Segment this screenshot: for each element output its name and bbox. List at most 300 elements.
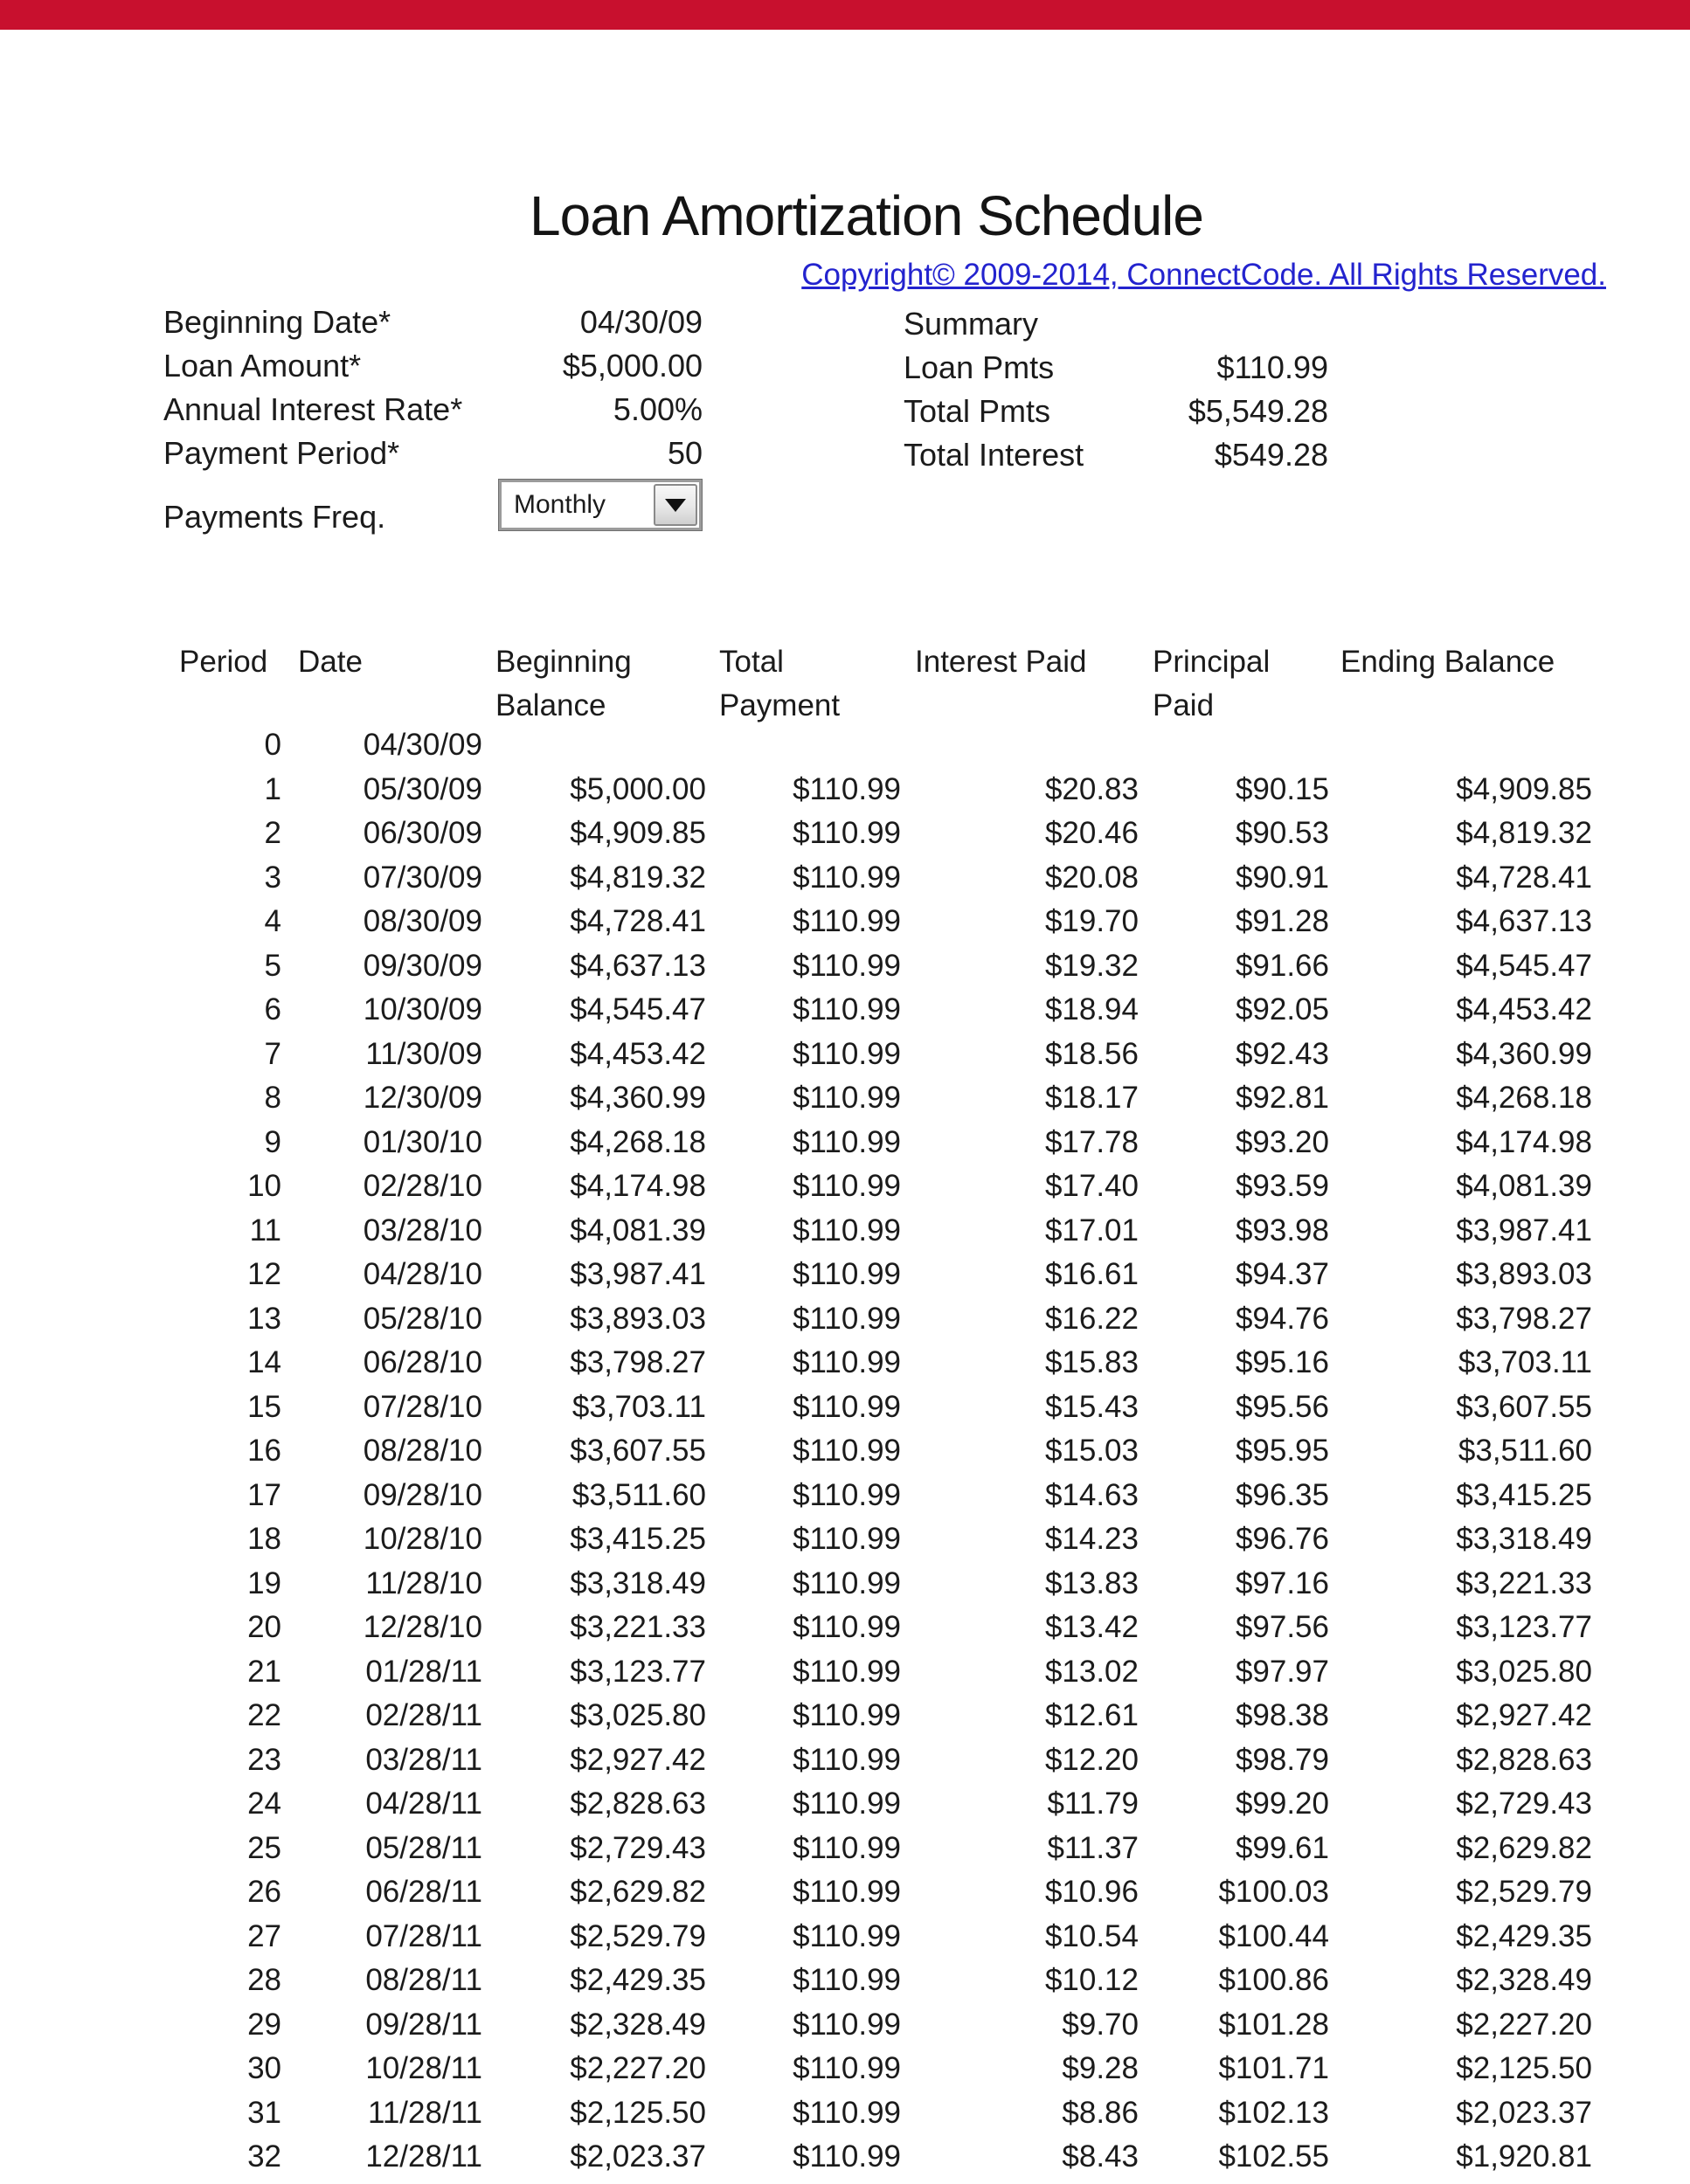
cell-principal_paid: $96.76	[1235, 1522, 1329, 1556]
cell-ending_balance: $2,227.20	[1456, 2007, 1592, 2042]
cell-beginning_balance: $4,545.47	[570, 992, 706, 1026]
cell-ending_balance: $3,798.27	[1456, 1301, 1592, 1336]
cell-principal_paid: $100.03	[1218, 1875, 1329, 1909]
cell-date: 09/28/11	[365, 2007, 482, 2042]
cell-period: 16	[247, 1434, 281, 1468]
cell-ending_balance: $3,415.25	[1456, 1477, 1592, 1512]
cell-date: 11/28/10	[365, 1565, 482, 1600]
cell-ending_balance: $2,828.63	[1456, 1742, 1592, 1777]
cell-beginning_balance: $3,798.27	[570, 1345, 706, 1379]
cell-period: 4	[264, 904, 281, 938]
table-row	[0, 1782, 1690, 1827]
cell-ending_balance: $4,545.47	[1456, 948, 1592, 983]
cell-principal_paid: $100.44	[1218, 1918, 1329, 1953]
cell-principal_paid: $90.91	[1235, 860, 1329, 895]
table-row	[0, 1870, 1690, 1915]
table-row	[0, 900, 1690, 944]
cell-interest_paid: $15.43	[1044, 1389, 1139, 1424]
cell-period: 11	[249, 1213, 281, 1248]
cell-period: 10	[247, 1169, 281, 1203]
cell-period: 22	[247, 1698, 281, 1732]
column-header-interest_paid: Interest Paid	[915, 645, 1087, 679]
cell-ending_balance: $2,927.42	[1456, 1698, 1592, 1732]
table-row	[0, 2091, 1690, 2136]
cell-date: 11/28/11	[367, 2095, 482, 2130]
cell-principal_paid: $100.86	[1218, 1963, 1329, 1997]
cell-period: 29	[247, 2007, 281, 2042]
cell-ending_balance: $3,893.03	[1456, 1257, 1592, 1291]
column-header-date: Date	[298, 645, 363, 679]
cell-beginning_balance: $2,529.79	[570, 1918, 706, 1953]
cell-period: 19	[247, 1565, 281, 1600]
cell-beginning_balance: $3,607.55	[570, 1434, 706, 1468]
cell-interest_paid: $11.79	[1047, 1787, 1139, 1821]
cell-total_payment: $110.99	[793, 1830, 901, 1865]
cell-ending_balance: $3,221.33	[1456, 1565, 1592, 1600]
cell-principal_paid: $90.15	[1235, 771, 1329, 806]
cell-interest_paid: $15.83	[1044, 1345, 1139, 1379]
cell-period: 7	[264, 1036, 281, 1071]
cell-total_payment: $110.99	[793, 1654, 901, 1689]
cell-period: 12	[247, 1257, 281, 1291]
cell-total_payment: $110.99	[793, 2095, 901, 2130]
param-value-cell[interactable]: 50	[667, 435, 703, 471]
cell-total_payment: $110.99	[793, 1036, 901, 1071]
cell-date: 01/28/11	[365, 1654, 482, 1689]
cell-interest_paid: $18.17	[1044, 1081, 1139, 1115]
cell-interest_paid: $14.23	[1044, 1522, 1139, 1556]
cell-total_payment: $110.99	[793, 1522, 901, 1556]
cell-interest_paid: $17.01	[1044, 1213, 1139, 1248]
cell-ending_balance: $4,909.85	[1456, 771, 1592, 806]
cell-date: 11/30/09	[365, 1036, 482, 1071]
cell-interest_paid: $12.20	[1044, 1742, 1139, 1777]
param-annual-interest-rate	[163, 391, 703, 428]
cell-date: 05/30/09	[363, 771, 482, 806]
cell-beginning_balance: $2,125.50	[570, 2095, 706, 2130]
cell-principal_paid: $101.28	[1218, 2007, 1329, 2042]
cell-total_payment: $110.99	[793, 2139, 901, 2174]
cell-principal_paid	[1139, 723, 1329, 768]
cell-ending_balance: $3,123.77	[1456, 1610, 1592, 1644]
summary-label: Total Pmts	[904, 393, 1051, 429]
cell-ending_balance: $2,629.82	[1456, 1830, 1592, 1865]
cell-interest_paid: $20.83	[1044, 771, 1139, 806]
table-row	[0, 812, 1690, 856]
copyright-link[interactable]: Copyright© 2009-2014, ConnectCode. All Rights Reserved.	[801, 258, 1606, 292]
param-loan-amount	[163, 348, 703, 384]
summary-label: Loan Pmts	[904, 349, 1055, 385]
cell-date: 03/28/11	[365, 1742, 482, 1777]
cell-principal_paid: $93.20	[1235, 1124, 1329, 1159]
param-value-cell[interactable]: $5,000.00	[562, 348, 703, 384]
cell-total_payment: $110.99	[793, 1124, 901, 1159]
cell-interest_paid: $17.40	[1044, 1169, 1139, 1203]
cell-principal_paid: $99.61	[1235, 1830, 1329, 1865]
cell-beginning_balance: $2,828.63	[570, 1787, 706, 1821]
top-accent-bar	[0, 0, 1690, 30]
cell-principal_paid: $102.55	[1218, 2139, 1329, 2174]
cell-date: 04/30/09	[363, 728, 482, 762]
cell-interest_paid: $10.54	[1044, 1918, 1139, 1953]
cell-ending_balance: $4,728.41	[1456, 860, 1592, 895]
table-row	[0, 1738, 1690, 1783]
table-row	[0, 1915, 1690, 1959]
cell-ending_balance: $4,360.99	[1456, 1036, 1592, 1071]
column-header-ending_balance: Ending Balance	[1340, 645, 1555, 679]
cell-period: 27	[247, 1918, 281, 1953]
payments-freq-selected-value: Monthly	[514, 490, 606, 519]
param-label: Loan Amount*	[163, 348, 362, 384]
cell-ending_balance: $2,023.37	[1456, 2095, 1592, 2130]
cell-beginning_balance: $4,909.85	[570, 816, 706, 850]
cell-total_payment: $110.99	[793, 1301, 901, 1336]
payments-freq-label: Payments Freq.	[163, 499, 386, 535]
dropdown-arrow-button[interactable]	[654, 484, 697, 526]
table-row	[0, 1297, 1690, 1342]
cell-period: 5	[264, 948, 281, 983]
cell-date: 04/28/10	[363, 1257, 482, 1291]
table-row	[0, 2135, 1690, 2180]
cell-interest_paid: $18.94	[1044, 992, 1139, 1026]
cell-total_payment: $110.99	[793, 771, 901, 806]
table-row	[0, 1562, 1690, 1607]
cell-principal_paid: $98.38	[1235, 1698, 1329, 1732]
summary-total-interest	[904, 437, 1328, 473]
table-row	[0, 856, 1690, 901]
cell-ending_balance: $3,318.49	[1456, 1522, 1592, 1556]
payments-freq-dropdown[interactable]	[499, 480, 702, 530]
cell-total_payment: $110.99	[793, 1081, 901, 1115]
cell-period: 32	[247, 2139, 281, 2174]
cell-ending_balance: $3,987.41	[1456, 1213, 1592, 1248]
cell-interest_paid: $11.37	[1047, 1830, 1139, 1865]
summary-value: $110.99	[1216, 349, 1328, 385]
summary-value: $549.28	[1214, 437, 1328, 473]
cell-ending_balance: $3,703.11	[1458, 1345, 1592, 1379]
cell-ending_balance: $2,125.50	[1456, 2051, 1592, 2085]
cell-date: 08/30/09	[363, 904, 482, 938]
table-row	[0, 1341, 1690, 1386]
cell-interest_paid: $9.70	[1062, 2007, 1139, 2042]
cell-principal_paid: $97.97	[1235, 1654, 1329, 1689]
cell-ending_balance: $3,511.60	[1458, 1434, 1592, 1468]
cell-beginning_balance: $2,328.49	[570, 2007, 706, 2042]
cell-beginning_balance: $4,360.99	[570, 1081, 706, 1115]
cell-beginning_balance: $3,221.33	[570, 1610, 706, 1644]
table-row	[0, 2003, 1690, 2048]
cell-total_payment: $110.99	[793, 1698, 901, 1732]
cell-period: 15	[247, 1389, 281, 1424]
cell-interest_paid: $15.03	[1044, 1434, 1139, 1468]
cell-principal_paid: $95.56	[1235, 1389, 1329, 1424]
cell-period: 23	[247, 1742, 281, 1777]
cell-principal_paid: $95.16	[1235, 1345, 1329, 1379]
cell-date: 09/28/10	[363, 1477, 482, 1512]
cell-beginning_balance: $2,227.20	[570, 2051, 706, 2085]
cell-principal_paid: $96.35	[1235, 1477, 1329, 1512]
cell-date: 06/28/10	[363, 1345, 482, 1379]
cell-total_payment: $110.99	[793, 1257, 901, 1291]
cell-beginning_balance: $2,023.37	[570, 2139, 706, 2174]
cell-principal_paid: $94.76	[1235, 1301, 1329, 1336]
cell-total_payment: $110.99	[793, 948, 901, 983]
cell-total_payment: $110.99	[793, 1918, 901, 1953]
cell-interest_paid: $13.83	[1044, 1565, 1139, 1600]
cell-total_payment: $110.99	[793, 1477, 901, 1512]
cell-total_payment: $110.99	[793, 992, 901, 1026]
cell-date: 12/30/09	[363, 1081, 482, 1115]
cell-interest_paid: $8.86	[1062, 2095, 1139, 2130]
cell-interest_paid: $16.22	[1044, 1301, 1139, 1336]
cell-interest_paid: $16.61	[1044, 1257, 1139, 1291]
table-row	[0, 1694, 1690, 1738]
cell-date: 07/28/11	[365, 1918, 482, 1953]
cell-period: 17	[247, 1477, 281, 1512]
cell-interest_paid: $19.70	[1044, 904, 1139, 938]
cell-period: 30	[247, 2051, 281, 2085]
cell-principal_paid: $101.71	[1218, 2051, 1329, 2085]
cell-beginning_balance: $3,511.60	[571, 1477, 706, 1512]
cell-beginning_balance: $4,453.42	[570, 1036, 706, 1071]
cell-ending_balance: $2,729.43	[1456, 1787, 1592, 1821]
cell-ending_balance: $3,025.80	[1456, 1654, 1592, 1689]
cell-beginning_balance: $3,123.77	[570, 1654, 706, 1689]
table-row	[0, 1253, 1690, 1297]
table-row	[0, 1386, 1690, 1430]
summary-heading: Summary	[904, 306, 1039, 342]
param-label: Beginning Date*	[163, 304, 391, 340]
cell-interest_paid: $18.56	[1044, 1036, 1139, 1071]
table-row	[0, 1959, 1690, 2003]
cell-ending_balance: $1,920.81	[1456, 2139, 1592, 2174]
column-header-period: Period	[179, 645, 268, 679]
cell-period: 26	[247, 1875, 281, 1909]
cell-beginning_balance: $3,987.41	[570, 1257, 706, 1291]
cell-date: 02/28/11	[365, 1698, 482, 1732]
table-row	[0, 1517, 1690, 1562]
cell-period: 1	[264, 771, 281, 806]
cell-total_payment: $110.99	[793, 1434, 901, 1468]
cell-date: 10/30/09	[363, 992, 482, 1026]
cell-total_payment: $110.99	[793, 1875, 901, 1909]
cell-total_payment: $110.99	[793, 860, 901, 895]
cell-beginning_balance: $4,728.41	[570, 904, 706, 938]
cell-interest_paid: $12.61	[1044, 1698, 1139, 1732]
param-label: Payment Period*	[163, 435, 400, 471]
cell-principal_paid: $95.95	[1235, 1434, 1329, 1468]
cell-date: 06/30/09	[363, 816, 482, 850]
cell-interest_paid: $8.43	[1062, 2139, 1139, 2174]
amortization-table	[0, 723, 1690, 2180]
cell-principal_paid: $93.98	[1235, 1213, 1329, 1248]
cell-ending_balance: $4,081.39	[1456, 1169, 1592, 1203]
table-row	[0, 1033, 1690, 1077]
cell-period: 6	[264, 992, 281, 1026]
cell-beginning_balance: $2,429.35	[570, 1963, 706, 1997]
cell-beginning_balance: $2,729.43	[570, 1830, 706, 1865]
column-header-principal_paid: Principal Paid	[1153, 645, 1271, 722]
cell-date: 10/28/10	[363, 1522, 482, 1556]
cell-total_payment: $110.99	[793, 904, 901, 938]
cell-total_payment: $110.99	[793, 1742, 901, 1777]
cell-interest_paid: $13.02	[1044, 1654, 1139, 1689]
cell-beginning_balance: $3,025.80	[570, 1698, 706, 1732]
cell-total_payment: $110.99	[793, 1787, 901, 1821]
cell-principal_paid: $97.16	[1235, 1565, 1329, 1600]
cell-date: 06/28/11	[365, 1875, 482, 1909]
cell-total_payment: $110.99	[793, 816, 901, 850]
cell-interest_paid: $10.12	[1044, 1963, 1139, 1997]
column-header-total_payment: Total Payment	[719, 645, 841, 722]
cell-interest_paid: $13.42	[1044, 1610, 1139, 1644]
cell-total_payment: $110.99	[793, 2007, 901, 2042]
cell-principal_paid: $91.66	[1235, 948, 1329, 983]
summary-total-pmts	[904, 393, 1328, 430]
cell-date: 07/28/10	[363, 1389, 482, 1424]
cell-ending_balance: $4,174.98	[1456, 1124, 1592, 1159]
cell-beginning_balance	[482, 723, 706, 768]
table-row	[0, 1650, 1690, 1695]
table-row	[0, 1121, 1690, 1165]
cell-principal_paid: $92.43	[1235, 1036, 1329, 1071]
cell-beginning_balance: $2,927.42	[570, 1742, 706, 1777]
cell-interest_paid: $10.96	[1044, 1875, 1139, 1909]
cell-total_payment: $110.99	[793, 1213, 901, 1248]
cell-beginning_balance: $4,819.32	[570, 860, 706, 895]
param-value-cell[interactable]: 04/30/09	[579, 304, 703, 340]
cell-total_payment: $110.99	[793, 1565, 901, 1600]
cell-period: 14	[247, 1345, 281, 1379]
cell-beginning_balance: $3,703.11	[571, 1389, 706, 1424]
cell-date: 01/30/10	[363, 1124, 482, 1159]
chevron-down-icon	[665, 499, 686, 512]
cell-date: 05/28/10	[363, 1301, 482, 1336]
cell-beginning_balance: $2,629.82	[570, 1875, 706, 1909]
cell-interest_paid: $20.46	[1044, 816, 1139, 850]
cell-principal_paid: $97.56	[1235, 1610, 1329, 1644]
cell-period: 28	[247, 1963, 281, 1997]
table-row	[0, 1474, 1690, 1518]
summary-label: Total Interest	[904, 437, 1084, 473]
cell-period: 0	[264, 728, 281, 762]
cell-date: 09/30/09	[363, 948, 482, 983]
cell-ending_balance	[1329, 723, 1592, 768]
table-row	[0, 1076, 1690, 1121]
cell-principal_paid: $93.59	[1235, 1169, 1329, 1203]
cell-total_payment: $110.99	[793, 1345, 901, 1379]
cell-total_payment: $110.99	[793, 2051, 901, 2085]
cell-ending_balance: $4,268.18	[1456, 1081, 1592, 1115]
cell-total_payment: $110.99	[793, 1389, 901, 1424]
cell-period: 20	[247, 1610, 281, 1644]
cell-date: 04/28/11	[365, 1787, 482, 1821]
param-payment-period	[163, 435, 703, 472]
cell-ending_balance: $2,429.35	[1456, 1918, 1592, 1953]
table-row	[0, 723, 1690, 768]
cell-principal_paid: $98.79	[1235, 1742, 1329, 1777]
param-beginning-date	[163, 304, 703, 341]
cell-beginning_balance: $3,318.49	[570, 1565, 706, 1600]
cell-interest_paid: $14.63	[1044, 1477, 1139, 1512]
cell-principal_paid: $92.05	[1235, 992, 1329, 1026]
cell-beginning_balance: $4,174.98	[570, 1169, 706, 1203]
cell-interest_paid: $19.32	[1044, 948, 1139, 983]
param-value-cell[interactable]: 5.00%	[613, 391, 703, 427]
cell-principal_paid: $94.37	[1235, 1257, 1329, 1291]
cell-date: 12/28/10	[363, 1610, 482, 1644]
param-label: Annual Interest Rate*	[163, 391, 463, 427]
table-row	[0, 2047, 1690, 2091]
cell-period: 18	[247, 1522, 281, 1556]
cell-period: 31	[247, 2095, 281, 2130]
cell-interest_paid	[901, 723, 1139, 768]
table-row	[0, 768, 1690, 812]
cell-interest_paid: $17.78	[1044, 1124, 1139, 1159]
cell-period: 21	[247, 1654, 281, 1689]
cell-date: 07/30/09	[363, 860, 482, 895]
cell-principal_paid: $90.53	[1235, 816, 1329, 850]
cell-total_payment: $110.99	[793, 1963, 901, 1997]
cell-ending_balance: $2,529.79	[1456, 1875, 1592, 1909]
cell-total_payment: $110.99	[793, 1610, 901, 1644]
table-row	[0, 1429, 1690, 1474]
table-row	[0, 988, 1690, 1033]
table-row	[0, 944, 1690, 989]
summary-value: $5,549.28	[1188, 393, 1328, 429]
cell-date: 08/28/11	[365, 1963, 482, 1997]
cell-date: 08/28/10	[363, 1434, 482, 1468]
column-header-beginning_balance: Beginning Balance	[495, 645, 632, 722]
cell-ending_balance: $4,637.13	[1456, 904, 1592, 938]
cell-date: 03/28/10	[363, 1213, 482, 1248]
cell-ending_balance: $3,607.55	[1456, 1389, 1592, 1424]
cell-beginning_balance: $3,415.25	[570, 1522, 706, 1556]
cell-principal_paid: $91.28	[1235, 904, 1329, 938]
cell-date: 05/28/11	[365, 1830, 482, 1865]
cell-period: 13	[247, 1301, 281, 1336]
cell-beginning_balance: $3,893.03	[570, 1301, 706, 1336]
cell-date: 02/28/10	[363, 1169, 482, 1203]
cell-period: 3	[264, 860, 281, 895]
cell-period: 24	[247, 1787, 281, 1821]
cell-beginning_balance: $5,000.00	[570, 771, 706, 806]
cell-principal_paid: $102.13	[1218, 2095, 1329, 2130]
cell-date: 12/28/11	[365, 2139, 482, 2174]
cell-total_payment: $110.99	[793, 1169, 901, 1203]
cell-ending_balance: $2,328.49	[1456, 1963, 1592, 1997]
table-row	[0, 1606, 1690, 1650]
table-row	[0, 1827, 1690, 1871]
cell-interest_paid: $20.08	[1044, 860, 1139, 895]
cell-total_payment	[706, 723, 901, 768]
page-title: Loan Amortization Schedule	[530, 184, 1203, 247]
summary-loan-pmts	[904, 349, 1328, 386]
table-row	[0, 1165, 1690, 1209]
cell-period: 9	[264, 1124, 281, 1159]
cell-period: 2	[264, 816, 281, 850]
cell-period: 25	[247, 1830, 281, 1865]
cell-principal_paid: $99.20	[1235, 1787, 1329, 1821]
cell-principal_paid: $92.81	[1235, 1081, 1329, 1115]
cell-period: 8	[264, 1081, 281, 1115]
cell-beginning_balance: $4,081.39	[570, 1213, 706, 1248]
table-row	[0, 1209, 1690, 1254]
cell-ending_balance: $4,819.32	[1456, 816, 1592, 850]
cell-date: 10/28/11	[365, 2051, 482, 2085]
cell-beginning_balance: $4,637.13	[570, 948, 706, 983]
cell-interest_paid: $9.28	[1062, 2051, 1139, 2085]
